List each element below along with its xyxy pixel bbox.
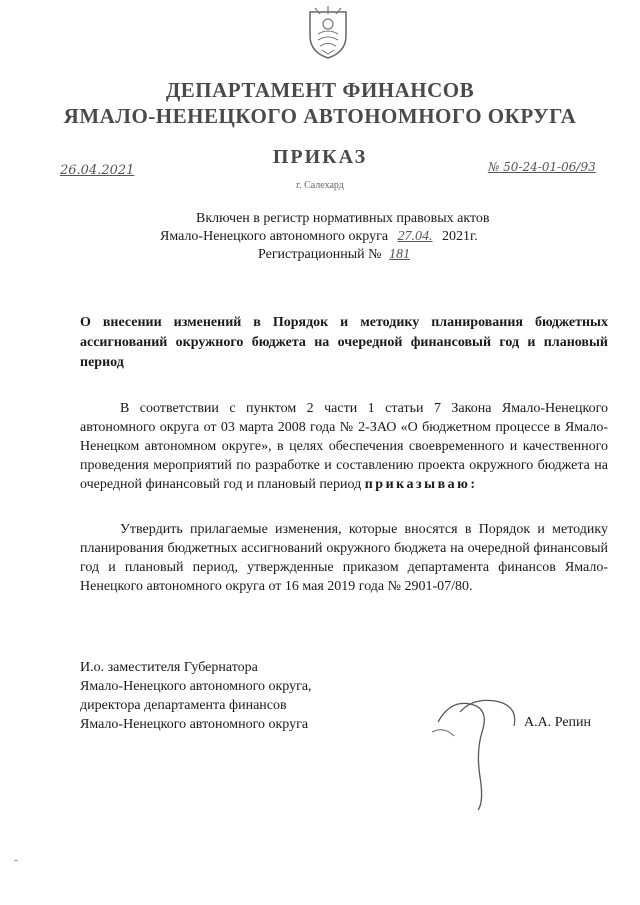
registration-year: 2021г. <box>442 229 478 244</box>
handwritten-signature <box>430 692 525 812</box>
document-title: О внесении изменений в Порядок и методику планирования бюджетных ассигнований окружного бюджета на очередной финансовый год и плановый период <box>80 315 608 370</box>
coat-of-arms-icon <box>306 6 350 60</box>
scan-artifact <box>14 860 18 861</box>
preamble-text: В соответствии с пунктом 2 части 1 статьи 7 Закона Ямало-Ненецкого автономного округа от 03 марта 2008 года № 2-ЗАО «О бюджетном процессе в Ямало-Ненецком автономном округе», в целях обеспечения своевременного и качественного проведения мероприятий по разработке и составлению проекта окружного бюджета на очередной финансовый год и плановый период <box>80 401 608 492</box>
body-paragraph-2: Утвердить прилагаемые изменения, которые вносятся в Порядок и методику планирования бюджетных ассигнований окружного бюджета на очередной финансовый год и плановый период, утвержденные приказом департамента финансов Ямало-Ненецкого автономного округа от 16 мая 2019 года № 2901-07/80. <box>80 522 608 594</box>
body-paragraph-1 <box>80 399 608 494</box>
document-type-heading: ПРИКАЗ <box>272 146 368 168</box>
registration-number: 181 <box>389 247 410 262</box>
signer-line-1: И.о. заместителя Губернатора <box>80 660 258 675</box>
order-word: приказываю: <box>364 477 478 492</box>
department-heading: ДЕПАРТАМЕНТ ФИНАНСОВ <box>165 78 475 102</box>
registration-line-1: Включен в регистр нормативных правовых актов <box>196 211 490 226</box>
signer-name: А.А. Репин <box>524 715 592 730</box>
region-heading: ЯМАЛО-НЕНЕЦКОГО АВТОНОМНОГО ОКРУГА <box>63 104 577 128</box>
order-number: № 50-24-01-06/93 <box>488 160 596 174</box>
signer-line-2: Ямало-Ненецкого автономного округа, <box>80 679 312 694</box>
order-date: 26.04.2021 <box>60 163 135 178</box>
registration-line-3 <box>258 247 414 263</box>
signer-block <box>80 658 312 734</box>
registration-region: Ямало-Ненецкого автономного округа <box>160 229 389 244</box>
registration-date: 27.04. <box>397 229 433 244</box>
signer-line-4: Ямало-Ненецкого автономного округа <box>80 717 309 732</box>
signer-line-3: директора департамента финансов <box>80 698 287 713</box>
order-place: г. Салехард <box>296 180 344 191</box>
registration-line-2 <box>160 229 478 245</box>
registration-number-label: Регистрационный № <box>258 247 382 262</box>
